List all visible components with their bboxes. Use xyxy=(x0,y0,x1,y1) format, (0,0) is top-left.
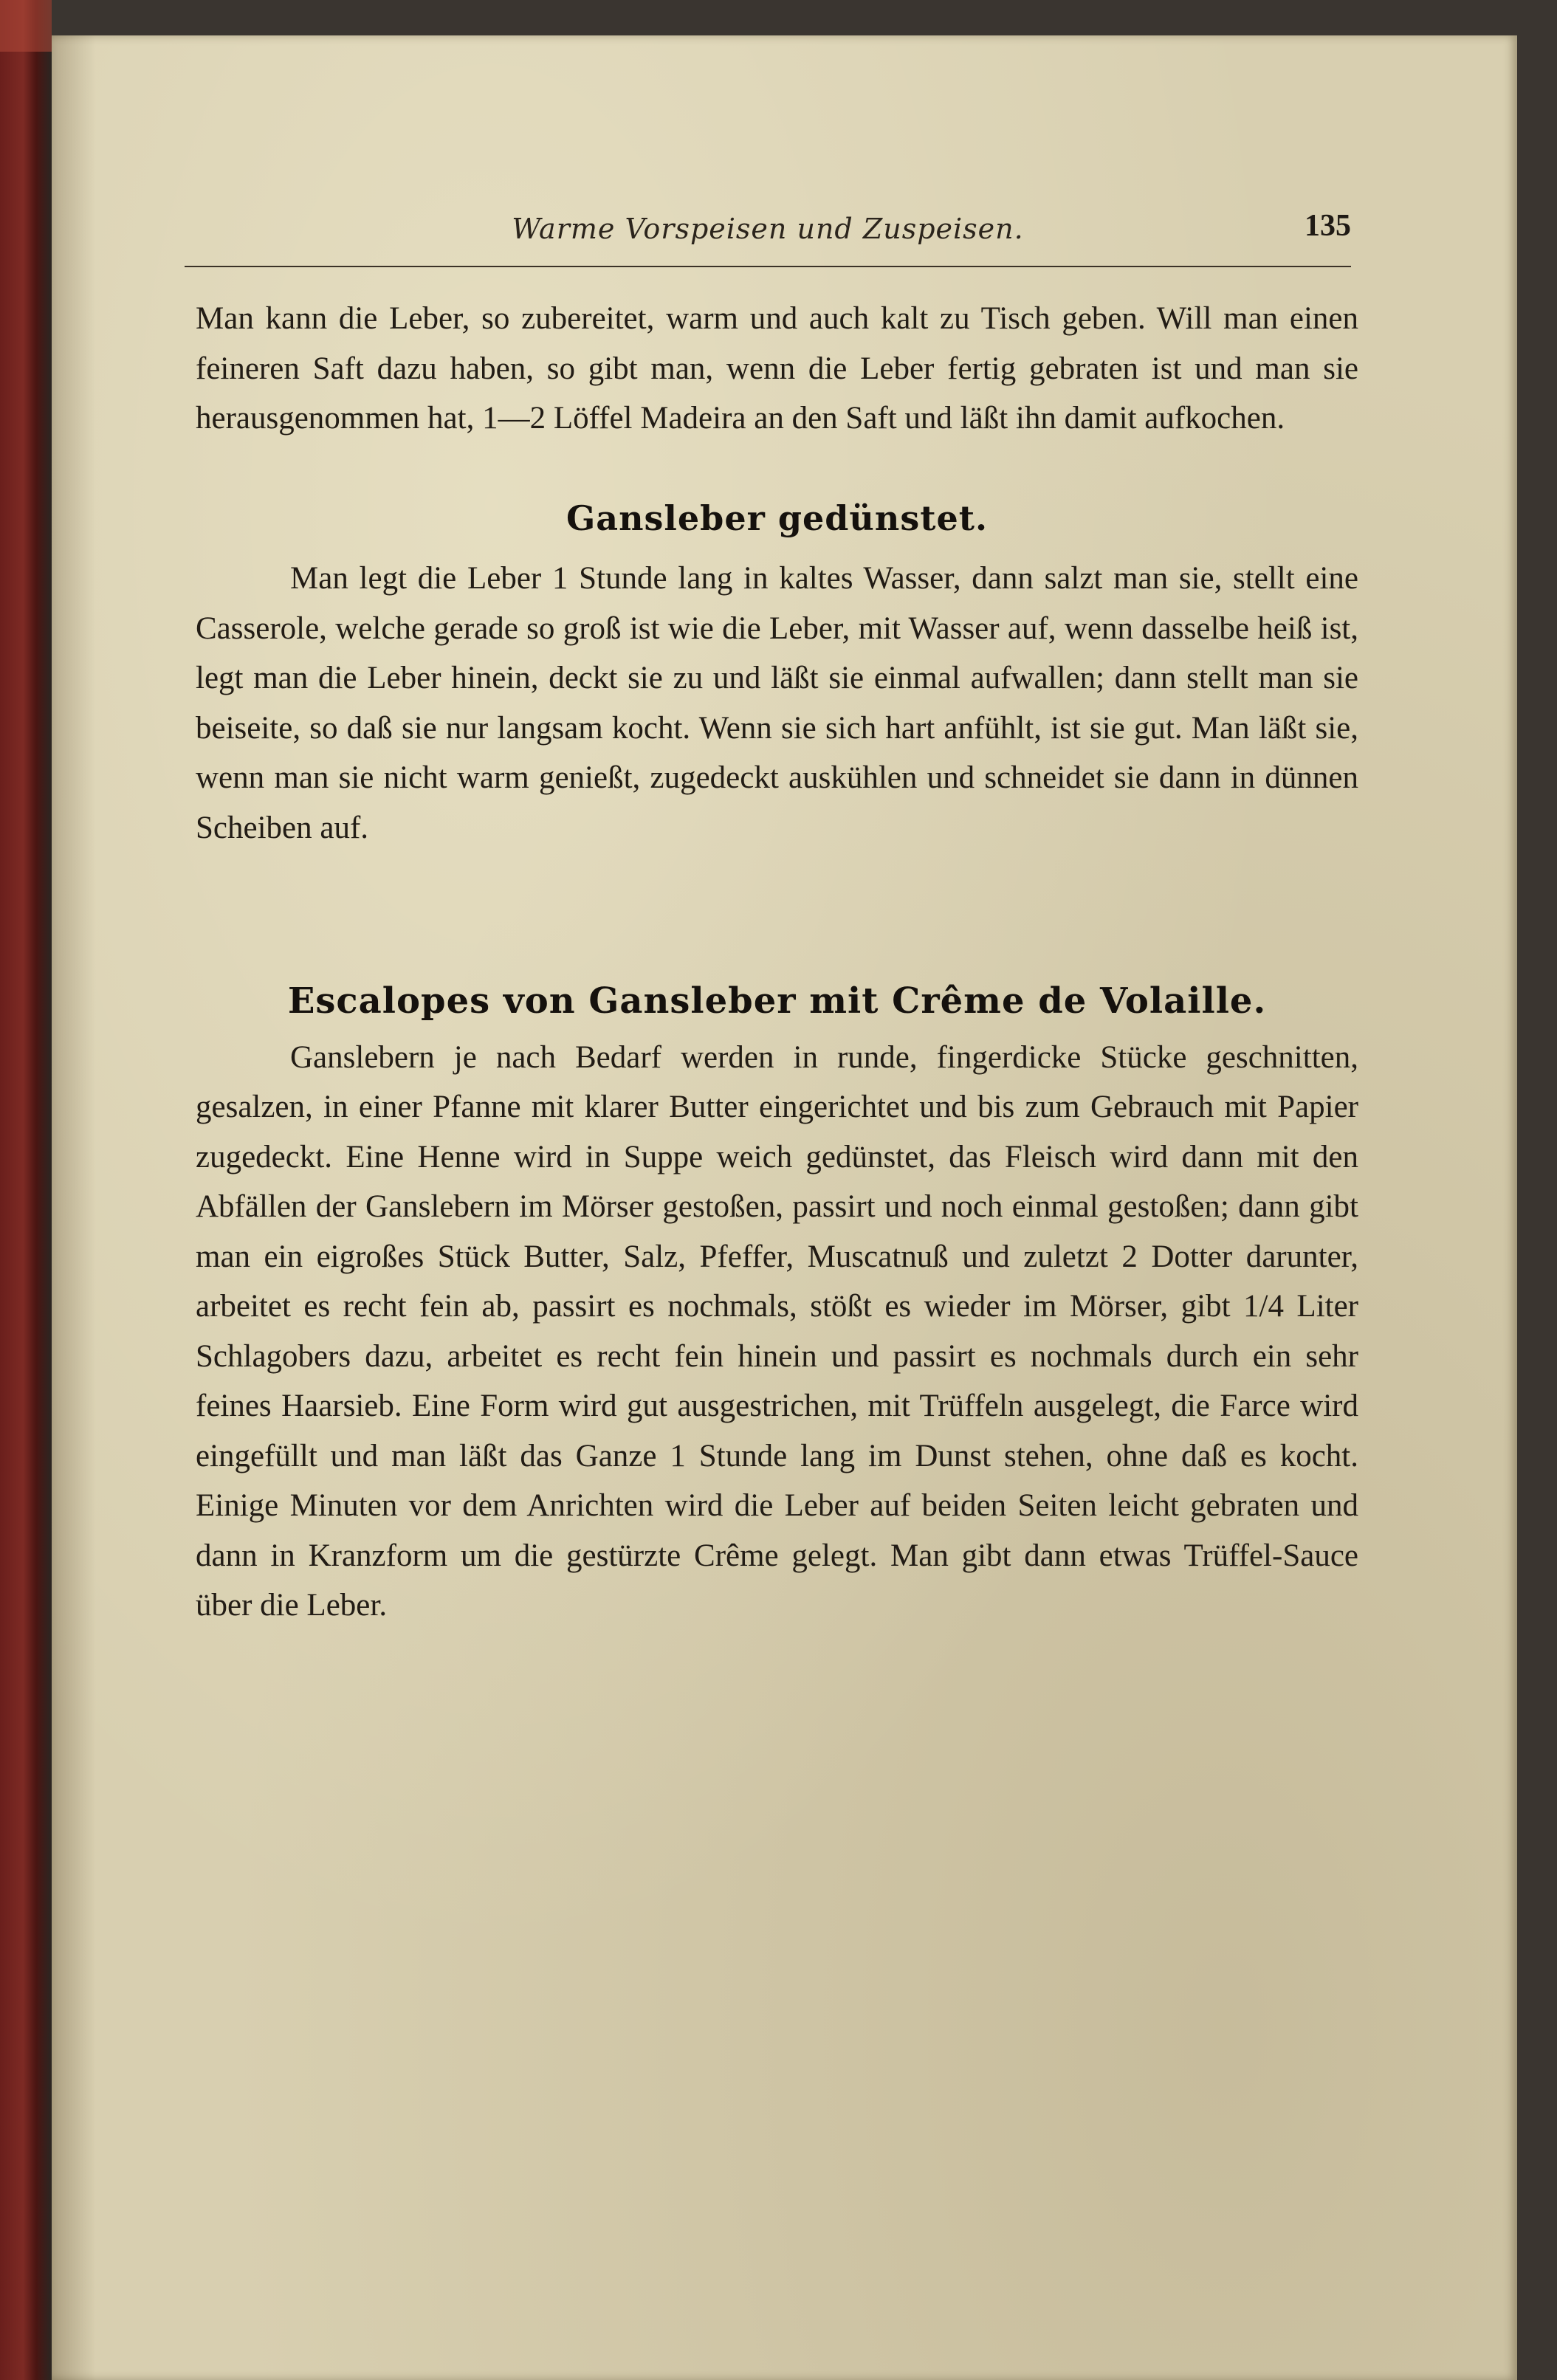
page-content xyxy=(196,294,1358,1631)
paragraph: Man kann die Leber, so zubereitet, warm und auch kalt zu Tisch geben. Will man einen feineren Saft dazu haben, so gibt man, wenn die Leber fertig gebraten ist und man sie herausgenommen hat, 1—2 Löffel Madeira an den Saft und läßt ihn damit aufkochen. xyxy=(196,301,1358,436)
paragraph: Ganslebern je nach Bedarf werden in runde, fingerdicke Stücke geschnitten, gesalzen, in einer Pfanne mit klarer Butter eingerichtet und bis zum Gebrauch mit Papier zugedeckt. Eine Henne wird in Suppe weich gedünstet, das Fleisch wird dann mit den Abfällen der Ganslebern im Mörser gestoßen, passirt und noch einmal gestoßen; dann gibt man ein eigroßes Stück Butter, Salz, Pfeffer, Muscatnuß und zuletzt 2 Dotter darunter, arbeitet es recht fein ab, passirt es nochmals, stößt es wieder im Mörser, gibt 1/4 Liter Schlagobers dazu, arbeitet es recht fein hinein und passirt es nochmals durch ein sehr feines Haarsieb. Eine Form wird gut ausgestrichen, mit Trüffeln ausgelegt, die Farce wird eingefüllt und man läßt das Ganze 1 Stunde lang im Dunst stehen, ohne daß es kocht. Einige Minuten vor dem Anrichten wird die Leber auf beiden Seiten leicht gebraten und dann in Kranzform um die gestürzte Crême gelegt. Man gibt dann etwas Trüffel-Sauce über die Leber. xyxy=(196,1039,1358,1623)
section-heading: Gansleber gedünstet. xyxy=(566,498,988,538)
section-gansleber-gedunstet xyxy=(196,494,1358,853)
section-heading: Escalopes von Gansleber mit Crême de Volaille. xyxy=(287,980,1267,1022)
section-escalopes xyxy=(196,977,1358,1631)
binding-corner xyxy=(0,0,52,52)
paragraph: Man legt die Leber 1 Stunde lang in kaltes Wasser, dann salzt man sie, stellt eine Casserole, welche gerade so groß ist wie die Leber, mit Wasser auf, wenn dasselbe heiß ist, legt man die Leber hinein, deckt sie zu und läßt sie einmal aufwallen; dann stellt man sie beiseite, so daß sie nur langsam kocht. Wenn sie sich hart anfühlt, ist sie gut. Man läßt sie, wenn man sie nicht warm genießt, zugedeckt auskühlen und schneidet sie dann in dünnen Scheiben auf. xyxy=(196,561,1358,845)
book-binding-edge xyxy=(0,0,52,2380)
running-header xyxy=(185,207,1351,267)
book-page xyxy=(52,35,1517,2380)
section-continuation xyxy=(196,294,1358,444)
page-number: 135 xyxy=(1305,209,1351,243)
running-title: Warme Vorspeisen und Zuspeisen. xyxy=(512,213,1024,245)
